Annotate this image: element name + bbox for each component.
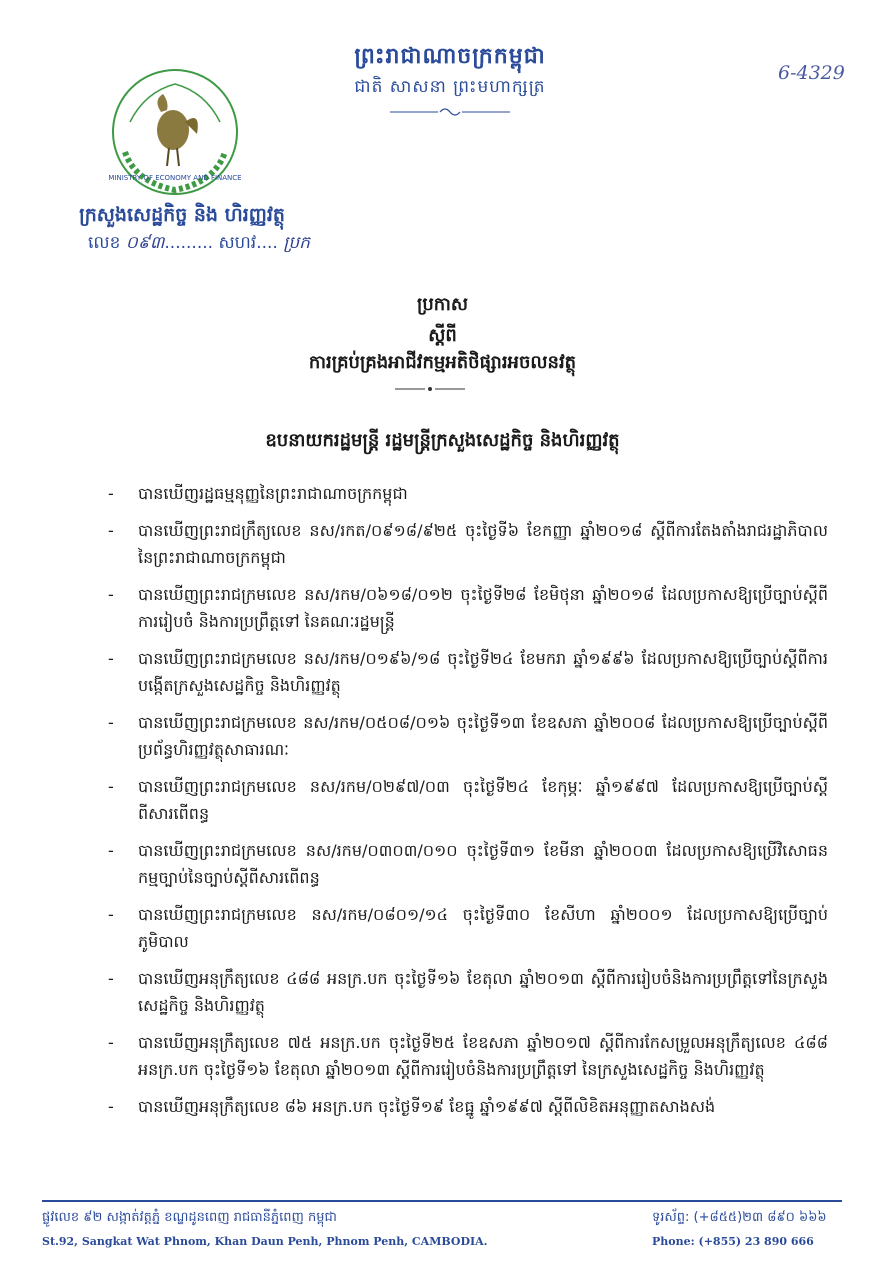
handwritten-note: 6-4329 (778, 62, 845, 84)
footer-address-en: St.92, Sangkat Wat Phnom, Khan Daun Penh, Phnom Penh, CAMBODIA. (42, 1235, 488, 1248)
footer-phone-kh: ទូរស័ព្ទ: (+៨៥៥)២៣ ៨៩០ ៦៦៦ (652, 1210, 827, 1225)
ministry-logo (105, 62, 245, 202)
list-item: - បានឃើញព្រះរាជក្រមលេខ នស/រកម/០៦១៨/០១២ ចុះថ្ងៃទី២៨ ខែមិថុនា ឆ្នាំ២០១៨ ដែលប្រកាសឱ្យប្រើច្បាប់ស្តីពីការរៀបចំ និងការប្រព្រឹត្តទៅ នៃគណៈរដ្ឋមន្ត្រី (108, 585, 828, 631)
footer-address-kh: ផ្លូវលេខ ៩២ សង្កាត់វត្តភ្នំ ខណ្ឌដូនពេញ រាជធានីភ្នំពេញ កម្ពុជា (42, 1210, 337, 1225)
ref-handwritten: ប្រក (283, 233, 310, 253)
footer-divider (42, 1200, 842, 1202)
logo-caption: MINISTRY OF ECONOMY AND FINANCE (108, 174, 242, 182)
ministry-name: ក្រសួងសេដ្ឋកិច្ច និង ហិរញ្ញវត្ថុ (79, 204, 285, 226)
header-ornament (390, 104, 510, 120)
list-item: - បានឃើញអនុក្រឹត្យលេខ ៨៦ អនក្រ.បក ចុះថ្ងៃទី១៩ ខែធ្នូ ឆ្នាំ១៩៩៧ ស្តីពីលិខិតអនុញ្ញាតសាងសង់ (108, 1097, 716, 1116)
list-item: - បានឃើញរដ្ឋធម្មនុញ្ញនៃព្រះរាជាណាចក្រកម្ពុជា (108, 484, 408, 503)
document-subject: ការគ្រប់គ្រងអាជីវកម្មអតិថិផ្សារអចលនវត្ថុ (308, 352, 577, 373)
document-about: ស្តីពី (428, 325, 457, 346)
issuing-authority: ឧបនាយករដ្ឋមន្ត្រី រដ្ឋមន្ត្រីក្រសួងសេដ្ឋកិច្ច និងហិរញ្ញវត្ថុ (265, 430, 620, 451)
list-item: - បានឃើញអនុក្រឹត្យលេខ ៤៨៨ អនក្រ.បក ចុះថ្ងៃទី១៦ ខែតុលា ឆ្នាំ២០១៣ ស្តីពីការរៀបចំនិងការប្រព្រឹត្តទៅនៃក្រសួងសេដ្ឋកិច្ច និងហិរញ្ញវត្ថុ (108, 969, 828, 1015)
legal-basis-list (108, 480, 828, 1130)
list-item: - បានឃើញព្រះរាជក្រមលេខ នស/រកម/០១៩៦/១៨ ចុះថ្ងៃទី២៤ ខែមករា ឆ្នាំ១៩៩៦ ដែលប្រកាសឱ្យប្រើច្បាប់ស្តីពីការបង្កើតក្រសួងសេដ្ឋកិច្ច និងហិរញ្ញវត្ថុ (108, 649, 828, 695)
title-divider (395, 386, 465, 392)
list-item: - បានឃើញព្រះរាជក្រឹត្យលេខ នស/រកត/០៩១៨/៩២៥ ចុះថ្ងៃទី៦ ខែកញ្ញា ឆ្នាំ២០១៨ ស្តីពីការតែងតាំងរាជរដ្ឋាភិបាល នៃព្រះរាជាណាចក្រកម្ពុជា (108, 521, 828, 567)
list-item: - បានឃើញព្រះរាជក្រមលេខ នស/រកម/០៣០៣/០១០ ចុះថ្ងៃទី៣១ ខែមីនា ឆ្នាំ២០០៣ ដែលប្រកាសឱ្យប្រើវិសោធនកម្មច្បាប់នៃច្បាប់ស្តីពីសារពើពន្ធ (108, 841, 828, 887)
list-item: - បានឃើញព្រះរាជក្រមលេខ នស/រកម/០៥០៨/០១៦ ចុះថ្ងៃទី១៣ ខែឧសភា ឆ្នាំ២០០៨ ដែលប្រកាសឱ្យប្រើច្បាប់ស្តីពីប្រព័ន្ធហិរញ្ញវត្ថុសាធារណៈ (108, 713, 828, 759)
list-item: - បានឃើញព្រះរាជក្រមលេខ នស/រកម/០៨០១/១៤ ចុះថ្ងៃទី៣០ ខែសីហា ឆ្នាំ២០០១ ដែលប្រកាសឱ្យប្រើច្បាប់ភូមិបាល (108, 905, 828, 951)
document-type: ប្រកាស (416, 294, 469, 315)
ref-label: លេខ (88, 233, 121, 253)
kingdom-title: ព្រះរាជាណាចក្រកម្ពុជា (354, 44, 546, 69)
reference-number: លេខ ០៩៣......... សហវ.... ប្រក (88, 233, 310, 253)
national-motto: ជាតិ សាសនា ព្រះមហាក្សត្រ (354, 77, 546, 97)
ref-suffix: សហវ. (218, 233, 262, 253)
list-item: - បានឃើញព្រះរាជក្រមលេខ នស/រកម/០២៩៧/០៣ ចុះថ្ងៃទី២៤ ខែកុម្ភៈ ឆ្នាំ១៩៩៧ ដែលប្រកាសឱ្យប្រើច្បាប់ស្តីពីសារពើពន្ធ (108, 777, 828, 823)
list-item: - បានឃើញអនុក្រឹត្យលេខ ៧៥ អនក្រ.បក ចុះថ្ងៃទី២៥ ខែឧសភា ឆ្នាំ២០១៧ ស្តីពីការកែសម្រួលអនុក្រឹត្យលេខ ៤៨៨ អនក្រ.បក ចុះថ្ងៃទី១៦ ខែតុលា ឆ្នាំ២០១៣ ស្តីពីការរៀបចំនិងការប្រព្រឹត្តទៅ នៃក្រសួងសេដ្ឋកិច្ច និងហិរញ្ញវត្ថុ (108, 1033, 828, 1079)
ref-number: ០៩៣ (125, 233, 165, 253)
footer-phone-en: Phone: (+855) 23 890 666 (652, 1235, 814, 1248)
